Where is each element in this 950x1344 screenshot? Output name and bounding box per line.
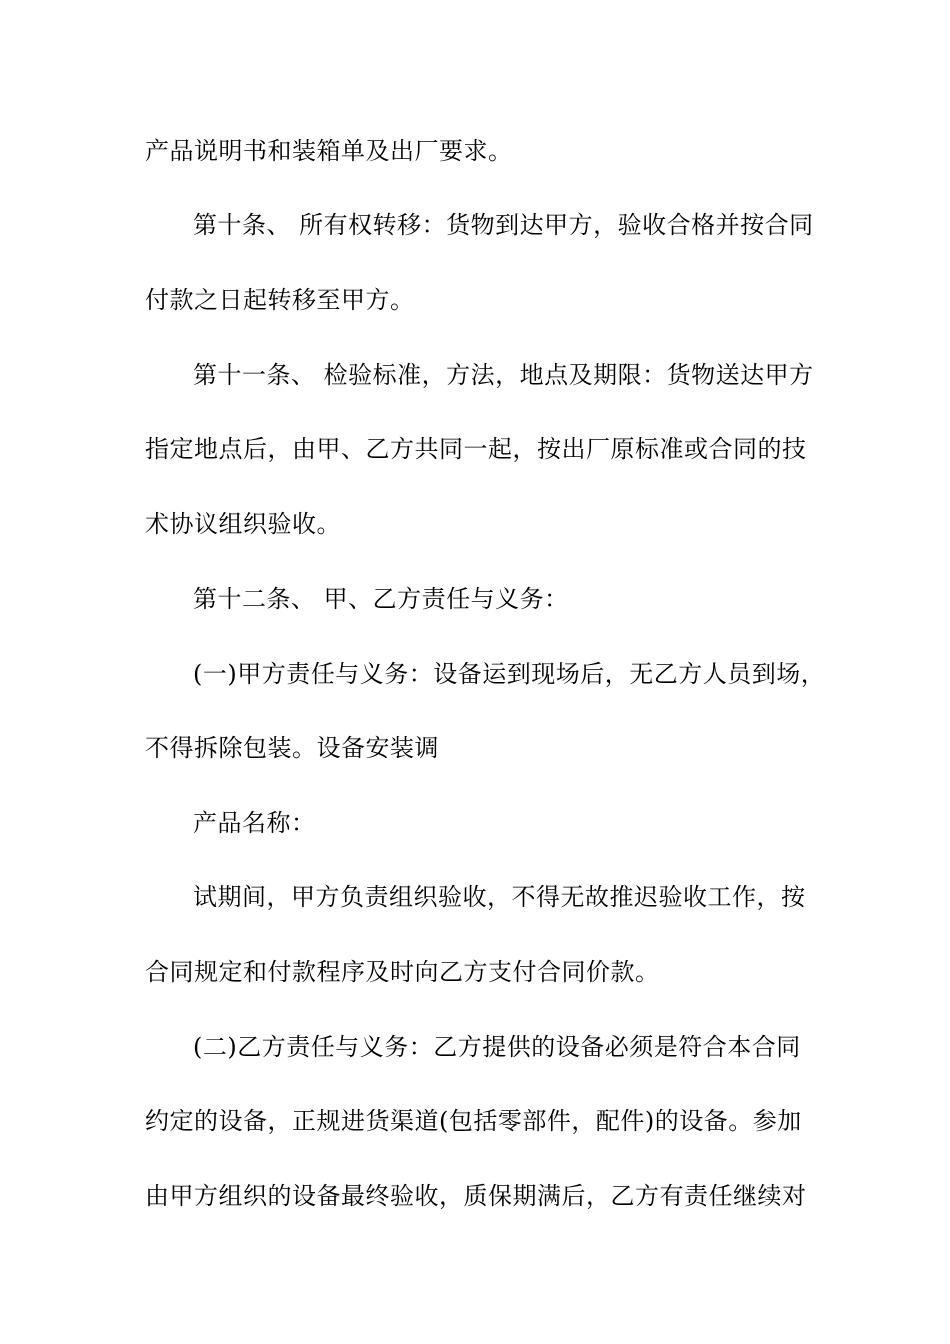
text-line: 第十条、 所有权转移：货物到达甲方，验收合格并按合同: [193, 211, 814, 239]
text-line: 合同规定和付款程序及时向乙方支付合同价款。: [145, 958, 660, 986]
text-line: 由甲方组织的设备最终验收，质保期满后，乙方有责任继续对: [145, 1182, 807, 1210]
text-line: 指定地点后，由甲、乙方共同一起，按出厂原标准或合同的技: [145, 435, 807, 463]
text-line: (二)乙方责任与义务：乙方提供的设备必须是符合本合同: [193, 1033, 801, 1061]
text-line: 产品说明书和装箱单及出厂要求。: [145, 137, 513, 165]
text-line: 第十一条、 检验标准，方法，地点及期限：货物送达甲方: [193, 361, 814, 389]
text-line: 付款之日起转移至甲方。: [145, 286, 415, 314]
text-line: 产品名称：: [193, 809, 316, 837]
text-line: 约定的设备，正规进货渠道(包括零部件，配件)的设备。参加: [145, 1107, 802, 1135]
text-line: 术协议组织验收。: [145, 510, 341, 538]
text-line: 不得拆除包装。设备安装调: [145, 734, 439, 762]
text-line: 试期间，甲方负责组织验收，不得无故推迟验收工作，按: [193, 883, 806, 911]
text-line: (一)甲方责任与义务：设备运到现场后，无乙方人员到场，: [193, 660, 826, 688]
text-line: 第十二条、 甲、乙方责任与义务：: [193, 585, 569, 613]
